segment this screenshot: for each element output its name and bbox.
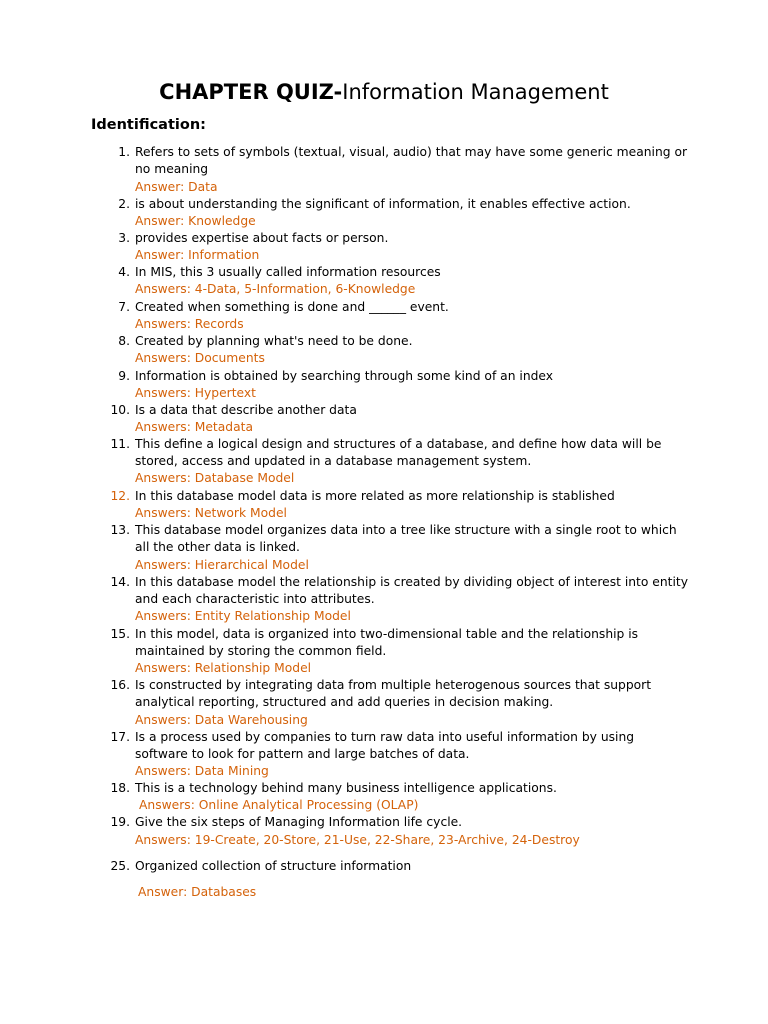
question-text: This define a logical design and structures of a database, and define how data will be stored, access and updated in a database management system. xyxy=(135,437,662,469)
item-number: 25. xyxy=(110,859,130,873)
item-number: 13. xyxy=(110,523,130,537)
question-text: Information is obtained by searching through some kind of an index xyxy=(135,369,554,383)
item-number: 14. xyxy=(110,575,130,589)
answer-text: Answers: Online Analytical Processing (OLAP) xyxy=(139,798,419,812)
item-number: 8. xyxy=(118,334,130,348)
question-text: In MIS, this 3 usually called information resources xyxy=(135,265,441,279)
item-number: 11. xyxy=(110,437,130,451)
page-title xyxy=(0,78,768,106)
answer-text: Answers: Documents xyxy=(135,351,265,365)
item-number: 1. xyxy=(118,145,130,159)
question-text: Is constructed by integrating data from multiple heterogenous sources that support analytical reporting, structured and add queries in decision making. xyxy=(135,678,652,710)
item-number: 7. xyxy=(118,300,130,314)
item-number: 2. xyxy=(118,197,130,211)
question-text: Created by planning what's need to be done. xyxy=(135,334,413,348)
answer-text: Answer: Knowledge xyxy=(135,214,256,228)
item-number: 19. xyxy=(110,815,130,829)
answer-text: Answers: Database Model xyxy=(135,471,295,485)
question-text: In this database model the relationship is created by dividing object of interest into entity and each characteristic into attributes. xyxy=(135,575,688,607)
question-text: Is a data that describe another data xyxy=(135,403,357,417)
answer-text: Answers: 19-Create, 20-Store, 21-Use, 22-Share, 23-Archive, 24-Destroy xyxy=(135,833,580,847)
item-number: 10. xyxy=(110,403,130,417)
item-number: 18. xyxy=(110,781,130,795)
question-text: Refers to sets of symbols (textual, visual, audio) that may have some generic meaning or no meaning xyxy=(135,145,688,177)
item-number: 3. xyxy=(118,231,130,245)
item-number: 4. xyxy=(118,265,130,279)
answer-text: Answer: Databases xyxy=(138,885,257,899)
item-number: 16. xyxy=(110,678,130,692)
answer-text: Answers: Relationship Model xyxy=(135,661,312,675)
answer-text: Answers: Metadata xyxy=(135,420,253,434)
question-text: Is a process used by companies to turn raw data into useful information by using software to look for pattern and large batches of data. xyxy=(135,730,635,762)
item-number: 9. xyxy=(118,369,130,383)
answer-text: Answers: Data Mining xyxy=(135,764,269,778)
question-text: Created when something is done and ______ event. xyxy=(135,300,449,314)
answer-text: Answer: Information xyxy=(135,248,260,262)
item-number: 17. xyxy=(110,730,130,744)
answer-text: Answers: Entity Relationship Model xyxy=(135,609,351,623)
answer-text: Answers: Records xyxy=(135,317,244,331)
question-text: In this database model data is more related as more relationship is stablished xyxy=(135,489,615,503)
question-text: In this model, data is organized into two-dimensional table and the relationship is maintained by storing the common field. xyxy=(135,627,639,659)
question-text: Give the six steps of Managing Information life cycle. xyxy=(135,815,463,829)
answer-text: Answers: Hypertext xyxy=(135,386,256,400)
section-heading: Identification: xyxy=(91,117,206,133)
answer-text: Answers: Hierarchical Model xyxy=(135,558,309,572)
item-number: 15. xyxy=(110,627,130,641)
question-text: This database model organizes data into a tree like structure with a single root to which all the other data is linked. xyxy=(135,523,677,555)
item-number: 12. xyxy=(110,489,130,503)
answer-text: Answers: Data Warehousing xyxy=(135,713,308,727)
question-text: This is a technology behind many business intelligence applications. xyxy=(135,781,557,795)
answer-text: Answer: Data xyxy=(135,180,218,194)
answer-text: Answers: 4-Data, 5-Information, 6-Knowledge xyxy=(135,282,416,296)
question-text: provides expertise about facts or person. xyxy=(135,231,389,245)
title-rest: Information Management xyxy=(342,80,609,104)
title-bold: CHAPTER QUIZ- xyxy=(159,80,343,104)
question-text: is about understanding the significant of information, it enables effective action. xyxy=(135,197,631,211)
question-text: Organized collection of structure information xyxy=(135,859,412,873)
answer-text: Answers: Network Model xyxy=(135,506,287,520)
